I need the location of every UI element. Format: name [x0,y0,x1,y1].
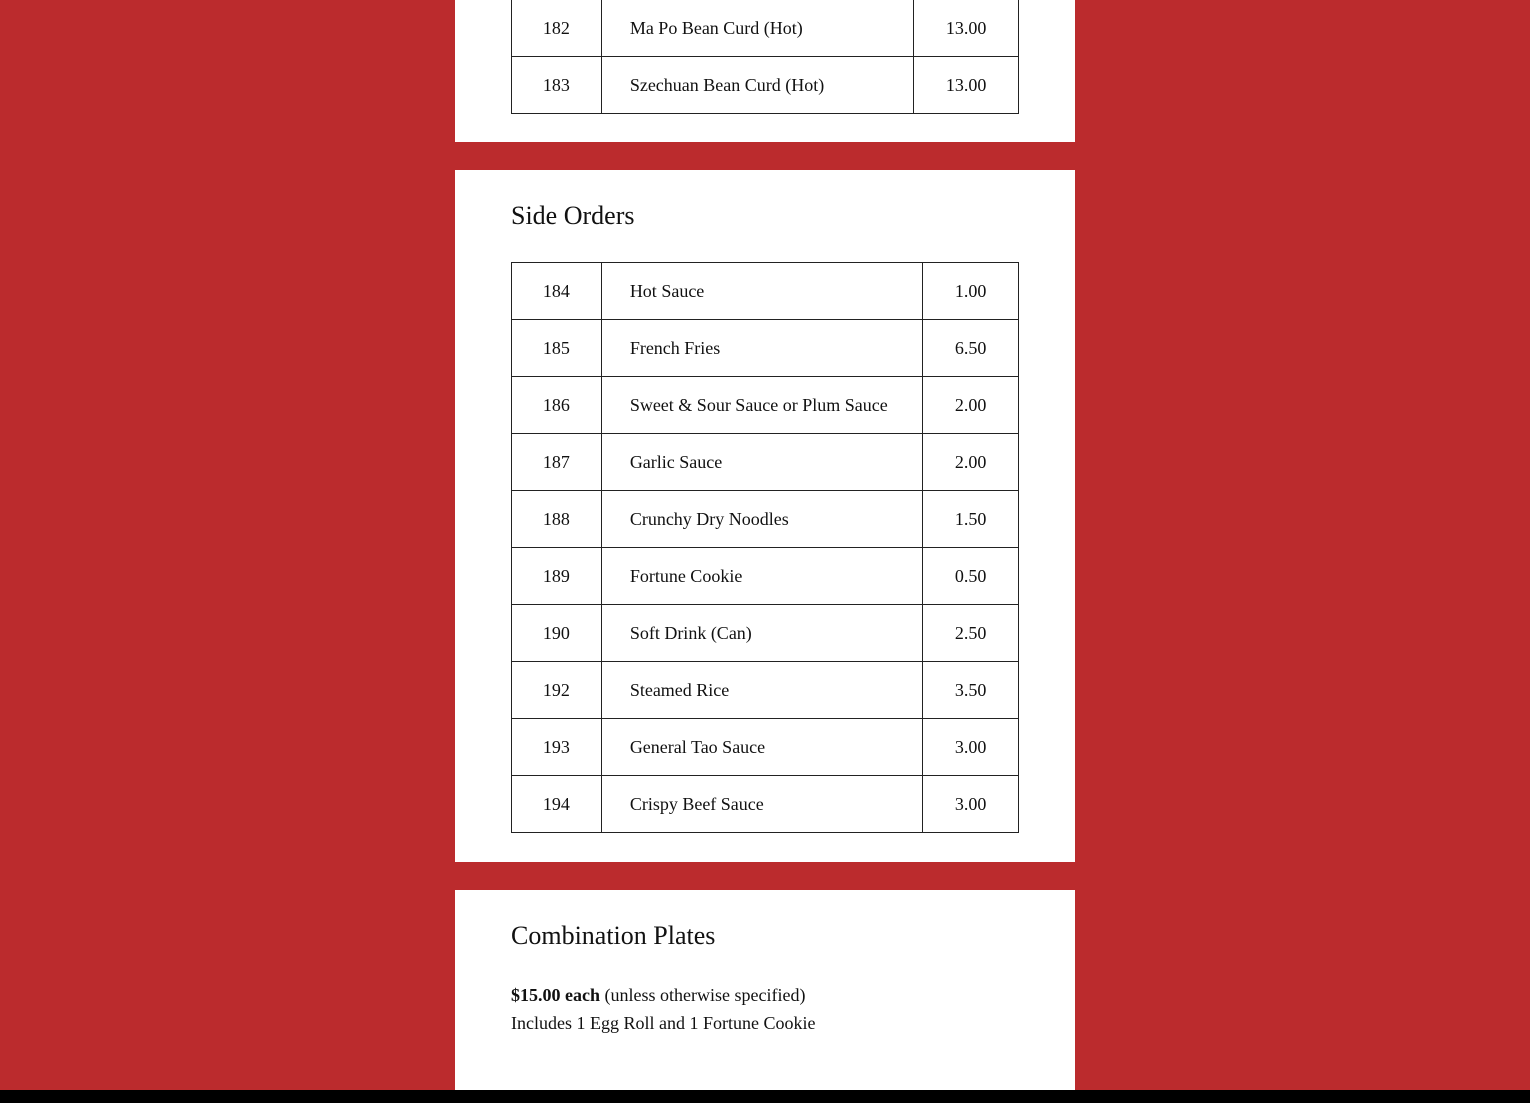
item-name: Crunchy Dry Noodles [601,491,922,548]
table-row [512,377,1019,434]
side-orders-table [511,262,1019,833]
table-row [512,57,1019,114]
item-number: 185 [512,320,602,377]
table-row [512,434,1019,491]
item-name: General Tao Sauce [601,719,922,776]
item-name: French Fries [601,320,922,377]
item-price: 6.50 [923,320,1019,377]
table-row [512,0,1019,57]
item-number: 183 [512,57,602,114]
item-number: 189 [512,548,602,605]
item-number: 190 [512,605,602,662]
item-name: Szechuan Bean Curd (Hot) [601,57,913,114]
item-price: 3.00 [923,776,1019,833]
item-number: 192 [512,662,602,719]
item-number: 194 [512,776,602,833]
section-title: Combination Plates [511,921,716,950]
item-price: 13.00 [914,57,1019,114]
item-price: 2.00 [923,377,1019,434]
item-price: 2.00 [923,434,1019,491]
combo-price-note: (unless otherwise specified) [600,985,806,1005]
combination-plates-card [455,890,1075,1090]
combo-includes: Includes 1 Egg Roll and 1 Fortune Cookie [511,1013,816,1033]
item-name: Crispy Beef Sauce [601,776,922,833]
table-row [512,662,1019,719]
prev-section-table [511,0,1019,114]
combo-price-line [511,981,805,1009]
item-name: Steamed Rice [601,662,922,719]
item-name: Soft Drink (Can) [601,605,922,662]
table-row [512,605,1019,662]
item-price: 1.50 [923,491,1019,548]
item-price: 0.50 [923,548,1019,605]
item-number: 184 [512,263,602,320]
section-title: Side Orders [511,201,635,230]
item-number: 193 [512,719,602,776]
item-name: Garlic Sauce [601,434,922,491]
item-name: Ma Po Bean Curd (Hot) [601,0,913,57]
item-price: 3.00 [923,719,1019,776]
table-row [512,719,1019,776]
table-row [512,776,1019,833]
bottom-bar [0,1090,1530,1103]
item-name: Sweet & Sour Sauce or Plum Sauce [601,377,922,434]
item-number: 187 [512,434,602,491]
item-price: 1.00 [923,263,1019,320]
item-name: Fortune Cookie [601,548,922,605]
item-number: 182 [512,0,602,57]
table-row [512,491,1019,548]
item-price: 2.50 [923,605,1019,662]
table-row [512,548,1019,605]
combo-price: $15.00 each [511,985,600,1005]
item-name: Hot Sauce [601,263,922,320]
prev-section-card [455,0,1075,142]
item-price: 13.00 [914,0,1019,57]
item-number: 188 [512,491,602,548]
side-orders-card [455,170,1075,862]
item-number: 186 [512,377,602,434]
item-price: 3.50 [923,662,1019,719]
table-row [512,320,1019,377]
table-row [512,263,1019,320]
